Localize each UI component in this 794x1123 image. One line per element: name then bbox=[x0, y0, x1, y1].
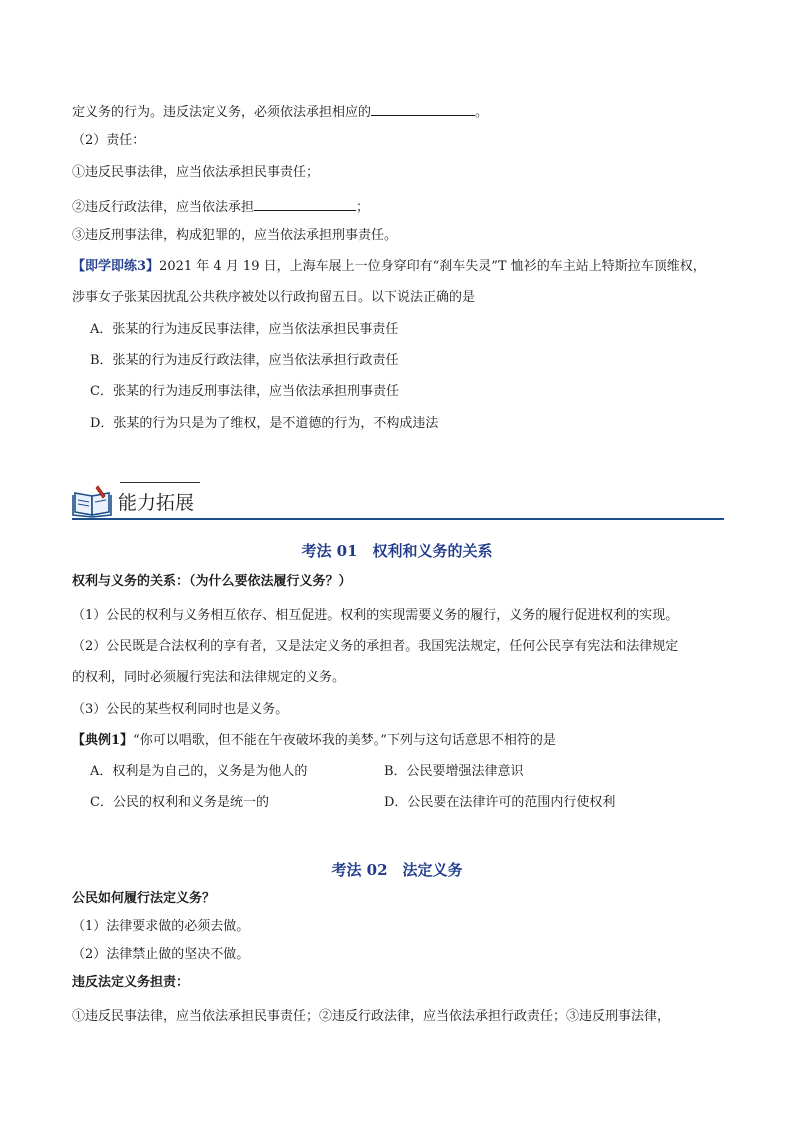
fill-blank-2[interactable] bbox=[254, 196, 356, 211]
example-1-tag: 【典例1】 bbox=[72, 733, 134, 748]
exercise-option-b[interactable]: B．张某的行为违反行政法律，应当依法承担行政责任 bbox=[90, 353, 399, 368]
kaofa-02-lead: 公民如何履行法定义务？ bbox=[72, 891, 216, 906]
administrative-liability-line bbox=[72, 196, 369, 217]
fill-blank-1[interactable] bbox=[371, 101, 475, 116]
kaofa-01-lead: 权利与义务的关系：（为什么要依法履行义务？） bbox=[72, 574, 352, 589]
responsibility-label: （2）责任： bbox=[72, 133, 146, 148]
exercise-tag: 【即学即练3】 bbox=[72, 259, 160, 274]
continuation-line bbox=[72, 101, 488, 122]
exercise-stem-line-2: 涉事女子张某因扰乱公共秩序被处以行政拘留五日。以下说法正确的是 bbox=[72, 290, 476, 305]
criminal-liability-line: ③违反刑事法律，构成犯罪的，应当依法承担刑事责任。 bbox=[72, 228, 398, 243]
continuation-text: 定义务的行为。违反法定义务，必须依法承担相应的 bbox=[72, 105, 372, 120]
exercise-option-c[interactable]: C．张某的行为违反刑事法律，应当依法承担刑事责任 bbox=[90, 384, 399, 399]
kaofa-02-point-3: ①违反民事法律，应当依法承担民事责任；②违反行政法律，应当依法承担行政责任；③违反刑事法律， bbox=[72, 1009, 671, 1024]
example-option-a[interactable]: A．权利是为自己的，义务是为他人的 bbox=[90, 764, 308, 779]
administrative-liability-text: ②违反行政法律，应当依法承担 bbox=[72, 200, 255, 215]
section-title: 能力拓展 bbox=[118, 492, 195, 514]
exercise-stem-1: 2021 年 4 月 19 日，上海车展上一位身穿印有“刹车失灵”T 恤衫的车主站上特斯拉车顶维权， bbox=[159, 259, 706, 274]
administrative-liability-end: ； bbox=[356, 200, 370, 215]
exercise-option-d[interactable]: D．张某的行为只是为了维权，是不道德的行为，不构成违法 bbox=[90, 416, 439, 431]
continuation-end: 。 bbox=[475, 105, 489, 120]
kaofa-02-point-1: （1）法律要求做的必须去做。 bbox=[72, 919, 250, 934]
kaofa-01-point-3: （3）公民的某些权利同时也是义务。 bbox=[72, 702, 289, 717]
example-option-c[interactable]: C．公民的权利和义务是统一的 bbox=[90, 795, 269, 810]
example-option-d[interactable]: D．公民要在法律许可的范围内行使权利 bbox=[384, 795, 616, 810]
exercise-option-a[interactable]: A．张某的行为违反民事法律，应当依法承担民事责任 bbox=[90, 322, 399, 337]
section-top-rule bbox=[120, 482, 200, 483]
kaofa-01-point-2a: （2）公民既是合法权利的享有者，又是法定义务的承担者。我国宪法规定，任何公民享有宪法和法律规定 bbox=[72, 639, 679, 654]
example-1-stem bbox=[72, 732, 556, 750]
kaofa-01-heading: 考法 01 权利和义务的关系 bbox=[301, 542, 493, 560]
kaofa-02-heading: 考法 02 法定义务 bbox=[331, 861, 463, 879]
example-1-text: “你可以唱歌，但不能在午夜破坏我的美梦。”下列与这句话意思不相符的是 bbox=[133, 733, 556, 748]
kaofa-02-point-2: （2）法律禁止做的坚决不做。 bbox=[72, 947, 250, 962]
kaofa-01-point-1: （1）公民的权利与义务相互依存、相互促进。权利的实现需要义务的履行，义务的履行促进权利的实现。 bbox=[72, 608, 679, 623]
example-option-b[interactable]: B．公民要增强法律意识 bbox=[384, 764, 524, 779]
book-pen-icon bbox=[72, 484, 114, 518]
section-rule bbox=[72, 518, 724, 520]
exercise-stem-line-1 bbox=[72, 258, 706, 276]
kaofa-02-lead-2: 违反法定义务担责： bbox=[72, 975, 190, 990]
kaofa-01-point-2b: 的权利，同时必须履行宪法和法律规定的义务。 bbox=[72, 670, 346, 685]
civil-liability-line: ①违反民事法律，应当依法承担民事责任； bbox=[72, 165, 320, 180]
